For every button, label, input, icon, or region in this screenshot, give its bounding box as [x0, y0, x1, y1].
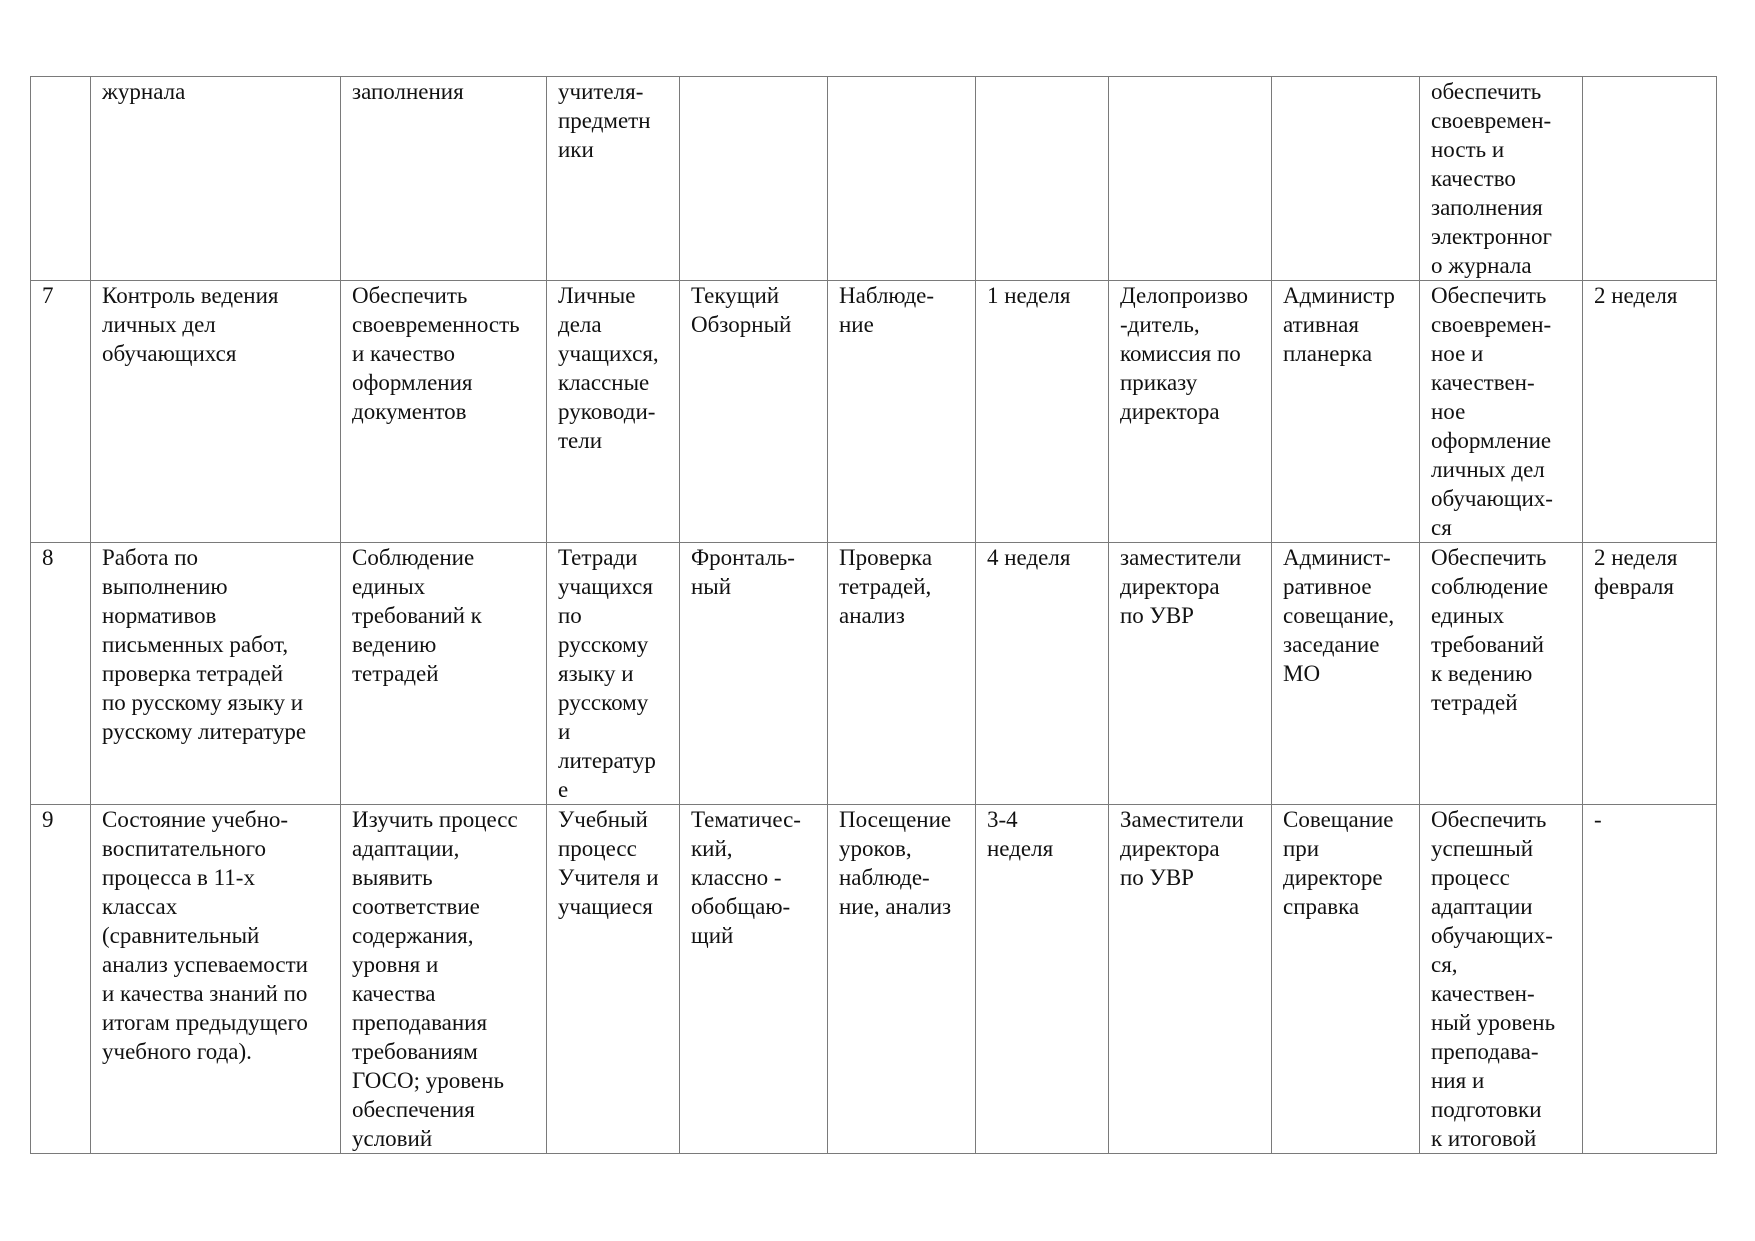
- control-method-cell: Наблюде- ние: [828, 281, 976, 543]
- control-dates-cell: 3-4 неделя: [976, 805, 1109, 1154]
- control-type-cell: Тематичес- кий, классно - обобщаю- щий: [680, 805, 828, 1154]
- control-topic-cell: Контроль ведения личных дел обучающихся: [91, 281, 341, 543]
- management-decision-cell: обеспечить своевремен- ность и качество заполнения электронног о журнала: [1420, 77, 1583, 281]
- table-row: [31, 805, 1717, 1154]
- control-topic-cell: Работа по выполнению нормативов письменных работ, проверка тетрадей по русскому языку и русскому литературе: [91, 543, 341, 805]
- management-decision-cell: Обеспечить своевремен- ное и качествен- ное оформление личных дел обучающих- ся: [1420, 281, 1583, 543]
- responsible-cell: Заместители директора по УВР: [1109, 805, 1272, 1154]
- control-type-cell: [680, 77, 828, 281]
- summary-place-cell: [1272, 77, 1420, 281]
- control-dates-cell: 1 неделя: [976, 281, 1109, 543]
- row-number-cell: [31, 77, 91, 281]
- control-goal-cell: Изучить процесс адаптации, выявить соответствие содержания, уровня и качества преподавания требованиям ГОСО; уровень обеспечения условий: [341, 805, 547, 1154]
- control-dates-cell: 4 неделя: [976, 543, 1109, 805]
- control-type-cell: Текущий Обзорный: [680, 281, 828, 543]
- control-object-cell: Личные дела учащихся, классные руководи- тели: [547, 281, 680, 543]
- row-number-cell: 9: [31, 805, 91, 1154]
- table-row: [31, 281, 1717, 543]
- control-plan-table: [30, 76, 1717, 1154]
- control-goal-cell: Соблюдение единых требований к ведению тетрадей: [341, 543, 547, 805]
- management-decision-cell: Обеспечить успешный процесс адаптации обучающих- ся, качествен- ный уровень преподава- ния и подготовки к итоговой: [1420, 805, 1583, 1154]
- control-goal-cell: Обеспечить своевременность и качество оформления документов: [341, 281, 547, 543]
- control-method-cell: [828, 77, 976, 281]
- responsible-cell: Делопроизво -дитель, комиссия по приказу директора: [1109, 281, 1272, 543]
- control-dates-cell: [976, 77, 1109, 281]
- row-number-cell: 8: [31, 543, 91, 805]
- recheck-cell: 2 неделя: [1583, 281, 1717, 543]
- control-object-cell: Учебный процесс Учителя и учащиеся: [547, 805, 680, 1154]
- recheck-cell: -: [1583, 805, 1717, 1154]
- control-method-cell: Посещение уроков, наблюде- ние, анализ: [828, 805, 976, 1154]
- responsible-cell: [1109, 77, 1272, 281]
- control-object-cell: Тетради учащихся по русскому языку и русскому и литератур е: [547, 543, 680, 805]
- summary-place-cell: Администр ативная планерка: [1272, 281, 1420, 543]
- responsible-cell: заместители директора по УВР: [1109, 543, 1272, 805]
- summary-place-cell: Совещание при директоре справка: [1272, 805, 1420, 1154]
- row-number-cell: 7: [31, 281, 91, 543]
- control-method-cell: Проверка тетрадей, анализ: [828, 543, 976, 805]
- recheck-cell: 2 неделя февраля: [1583, 543, 1717, 805]
- summary-place-cell: Админист- ративное совещание, заседание МО: [1272, 543, 1420, 805]
- table-row: [31, 77, 1717, 281]
- control-topic-cell: Состояние учебно- воспитательного процесса в 11-х классах (сравнительный анализ успеваемости и качества знаний по итогам предыдущего учебного года).: [91, 805, 341, 1154]
- control-type-cell: Фронталь- ный: [680, 543, 828, 805]
- control-topic-cell: журнала: [91, 77, 341, 281]
- table-row: [31, 543, 1717, 805]
- management-decision-cell: Обеспечить соблюдение единых требований к ведению тетрадей: [1420, 543, 1583, 805]
- control-object-cell: учителя- предметн ики: [547, 77, 680, 281]
- control-goal-cell: заполнения: [341, 77, 547, 281]
- recheck-cell: [1583, 77, 1717, 281]
